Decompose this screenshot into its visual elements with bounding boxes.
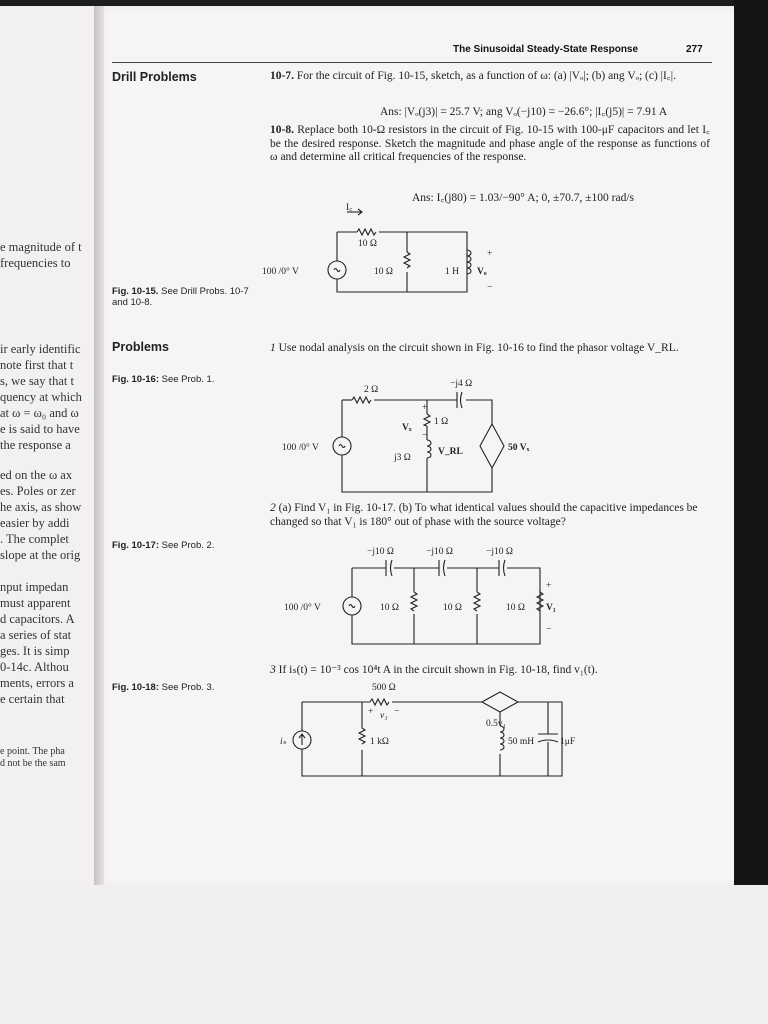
label-minus: −: [394, 707, 400, 717]
problem-number: 3: [270, 664, 276, 676]
resistor-10-ohm-2: [474, 592, 480, 611]
left-page-line: . The complet: [0, 532, 69, 546]
fig-label: Fig. 10-15.: [112, 286, 159, 297]
resistor-1-ohm: [424, 414, 430, 426]
problem-1: [270, 342, 710, 356]
label-c: −j4 Ω: [450, 379, 473, 389]
left-page-line: slope at the orig: [0, 548, 81, 562]
label-vx: Vₓ: [402, 423, 412, 433]
left-page-line: a series of stat: [0, 628, 72, 642]
left-page-fragment: [0, 6, 96, 886]
left-page-line: d capacitors. A: [0, 612, 75, 626]
label-vo: Vₒ: [477, 267, 487, 277]
label-r1: 10 Ω: [380, 603, 399, 613]
resistor-500-ohm: [370, 699, 389, 705]
inductor-50-mh: [500, 726, 504, 750]
fig-caption-text: See Prob. 1.: [161, 374, 215, 385]
problem-number: 2: [270, 502, 276, 514]
label-c3: −j10 Ω: [486, 547, 513, 557]
left-page-line: note first that t: [0, 358, 74, 372]
label-plus: +: [422, 403, 428, 413]
label-dep: 50 Vₓ: [508, 443, 530, 453]
problem-text: Use nodal analysis on the circuit shown in Fig. 10-16 to find the phasor voltage V_RL.: [278, 342, 679, 354]
left-page-line: es. Poles or zer: [0, 484, 76, 498]
resistor-10-ohm-series: [357, 229, 376, 235]
header-rule: [112, 62, 712, 63]
problem-text: (a) Find V₁ in Fig. 10-17. (b) To what identical values should the capacitive impedances be changed so that V₁ is 180° out of phase with the source voltage?: [270, 502, 698, 528]
fig-10-15-circuit: [262, 200, 502, 296]
label-plus: +: [546, 581, 552, 591]
fig-10-15-caption: [112, 286, 252, 308]
running-head: The Sinusoidal Steady-State Response: [453, 44, 639, 55]
left-page-line: ges. It is simp: [0, 644, 70, 658]
label-v1: v₁: [380, 711, 388, 721]
problems-heading: Problems: [112, 340, 169, 354]
left-page-line: must apparent: [0, 596, 71, 610]
left-page-line: ed on the ω ax: [0, 468, 73, 482]
label-c1: −j10 Ω: [367, 547, 394, 557]
label-l: j3 Ω: [394, 453, 411, 463]
left-page-line: s, we say that t: [0, 374, 74, 388]
label-source: 100 /0° V: [284, 603, 321, 613]
fig-10-18-caption: [112, 682, 214, 693]
problem-text: If iₛ(t) = 10⁻³ cos 10⁴t A in the circuit shown in Fig. 10-18, find v₁(t).: [278, 664, 598, 676]
problem-text: Replace both 10-Ω resistors in the circuit of Fig. 10-15 with 100-μF capacitors and let I꜀ be the desired response. Sketch the magnitude and phase angle of the response as functions of ω and determine all critical frequencies of the response.: [270, 124, 710, 163]
left-page-footnote: e point. The pha: [0, 746, 65, 757]
label-inductor: 1 H: [445, 267, 459, 277]
page-number: 277: [686, 44, 703, 55]
fig-10-16-circuit: [282, 376, 552, 496]
problem-number: 10-7.: [270, 70, 294, 82]
capacitor-j4: [457, 392, 462, 408]
fig-label: Fig. 10-18:: [112, 682, 159, 693]
label-r500: 500 Ω: [372, 683, 396, 693]
fig-caption-text: See Prob. 2.: [161, 540, 215, 551]
label-r2: 10 Ω: [374, 267, 393, 277]
drill-problems-heading: Drill Problems: [112, 70, 197, 84]
problem-number: 10-8.: [270, 124, 294, 136]
label-is: iₛ: [280, 737, 287, 747]
book-gutter: [94, 6, 104, 886]
resistor-10-ohm-shunt: [404, 252, 410, 268]
label-ic: I꜀: [346, 203, 353, 213]
capacitor-1uf: [538, 734, 558, 742]
capacitor-3: [499, 560, 505, 576]
label-c2: −j10 Ω: [426, 547, 453, 557]
scan-margin-bottom: [0, 885, 768, 1024]
fig-10-16-caption: [112, 374, 214, 385]
left-page-line: the response a: [0, 438, 71, 452]
left-page-line: e is said to have: [0, 422, 80, 436]
label-plus: +: [487, 249, 493, 259]
dependent-voltage-source: [482, 692, 518, 712]
left-page-line: easier by addi: [0, 516, 70, 530]
drill-answer-10-7: Ans: |Vₒ(j3)| = 25.7 V; ang Vₒ(−j10) = −26.6°; |I꜀(j5)| = 7.91 A: [380, 106, 668, 118]
fig-10-15-wires: [337, 232, 467, 292]
left-page-line: ir early identific: [0, 342, 81, 356]
dependent-voltage-source: [480, 424, 504, 468]
left-page-line: ments, errors a: [0, 676, 74, 690]
capacitor-1: [386, 560, 392, 576]
fig-10-16-wires: [342, 400, 492, 492]
fig-10-18-circuit: [272, 680, 582, 780]
label-r3: 10 Ω: [506, 603, 525, 613]
problem-2: [270, 502, 710, 529]
fig-label: Fig. 10-16:: [112, 374, 159, 385]
inductor-1-h: [467, 250, 471, 274]
left-page-line: frequencies to: [0, 256, 71, 270]
label-minus: −: [487, 283, 493, 293]
left-page-line: nput impedan: [0, 580, 69, 594]
fig-10-17-circuit: [284, 540, 564, 650]
label-v1: V₁: [546, 603, 556, 613]
drill-answer-10-8: Ans: I꜀(j80) = 1.03/−90° A; 0, ±70.7, ±100 rad/s: [412, 192, 634, 204]
label-minus: −: [422, 431, 428, 441]
left-page-line: he axis, as show: [0, 500, 82, 514]
problem-3: [270, 664, 710, 678]
left-page-line: at ω = ω₀ and ω: [0, 406, 79, 420]
label-vrl: V_RL: [438, 447, 463, 457]
left-page-footnote: d not be the sam: [0, 758, 66, 769]
drill-problem-10-7: [270, 70, 710, 84]
resistor-10-ohm-1: [411, 592, 417, 611]
left-page-line: e magnitude of t: [0, 240, 82, 254]
label-r1: 1 Ω: [434, 417, 449, 427]
label-source: 100 /0° V: [262, 267, 299, 277]
scan-border-right: [734, 0, 768, 890]
label-dep: 0.5v₁: [486, 719, 506, 729]
fig-label: Fig. 10-17:: [112, 540, 159, 551]
capacitor-2: [439, 560, 445, 576]
inductor-j3: [427, 440, 431, 458]
fig-10-17-caption: [112, 540, 214, 551]
fig-caption-text: See Drill Probs. 10-7 and 10-8.: [112, 286, 249, 308]
label-plus: +: [368, 707, 374, 717]
label-c: 1μF: [560, 737, 576, 747]
label-source: 100 /0° V: [282, 443, 319, 453]
label-r: 2 Ω: [364, 385, 379, 395]
label-minus: −: [546, 625, 552, 635]
problem-text: For the circuit of Fig. 10-15, sketch, as a function of ω: (a) |Vₒ|; (b) ang Vₒ; (c) |I꜀|.: [296, 70, 676, 82]
label-r1: 10 Ω: [358, 239, 377, 249]
fig-caption-text: See Prob. 3.: [161, 682, 215, 693]
label-r1k: 1 kΩ: [370, 737, 389, 747]
label-r2: 10 Ω: [443, 603, 462, 613]
left-page-line: quency at which: [0, 390, 82, 404]
label-l: 50 mH: [508, 737, 535, 747]
drill-problem-10-8: [270, 124, 710, 165]
left-page-line: e certain that: [0, 692, 65, 706]
resistor-2-ohm: [352, 397, 371, 403]
resistor-1-kohm: [359, 728, 365, 744]
left-page-line: 0-14c. Althou: [0, 660, 69, 674]
problem-number: 1: [270, 342, 276, 354]
